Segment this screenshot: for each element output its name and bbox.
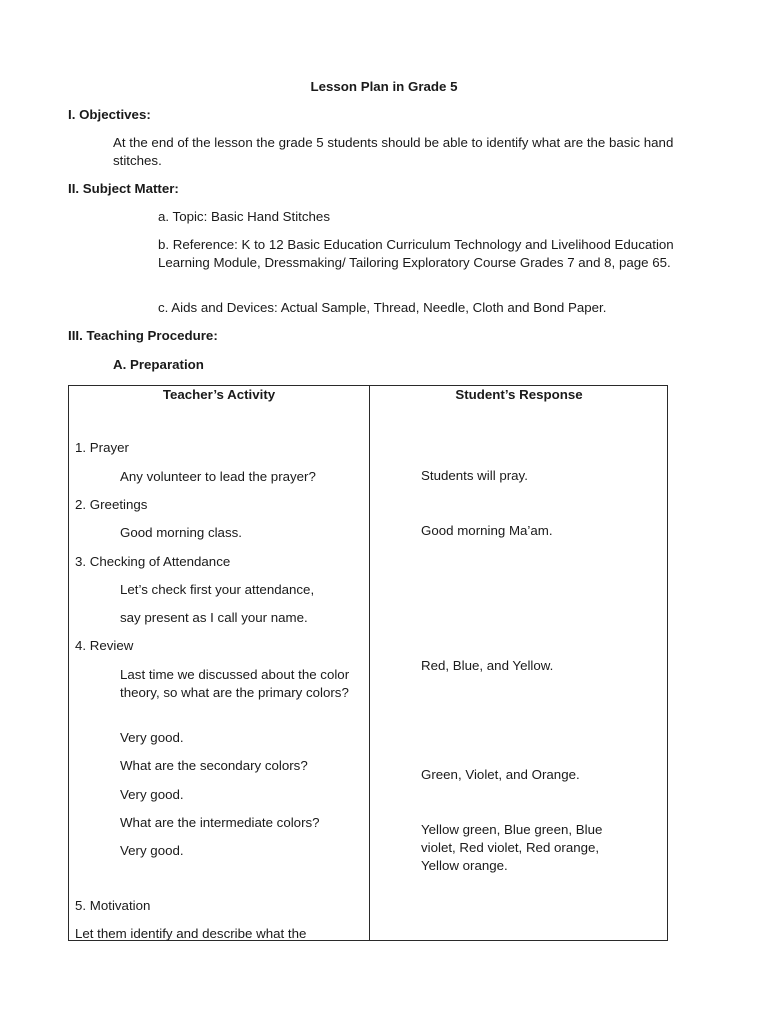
- subject-matter-heading: II. Subject Matter:: [68, 181, 179, 196]
- objectives-heading: I. Objectives:: [68, 107, 151, 122]
- activity-table: [68, 385, 668, 941]
- teacher-line: What are the intermediate colors?: [120, 815, 320, 830]
- header-student-response: Student’s Response: [455, 387, 583, 402]
- teacher-step-attendance: 3. Checking of Attendance: [75, 554, 231, 569]
- column-divider: [369, 386, 370, 940]
- teacher-line: Let them identify and describe what the: [75, 926, 307, 941]
- student-response: Good morning Ma’am.: [421, 523, 553, 538]
- teacher-line: say present as I call your name.: [120, 610, 308, 625]
- teacher-line: What are the secondary colors?: [120, 758, 308, 773]
- teacher-line: Very good.: [120, 730, 184, 745]
- teacher-step-review: 4. Review: [75, 638, 134, 653]
- topic-line: a. Topic: Basic Hand Stitches: [158, 209, 330, 224]
- student-response: Students will pray.: [421, 468, 528, 483]
- teacher-line: Any volunteer to lead the prayer?: [120, 469, 316, 484]
- preparation-heading: A. Preparation: [113, 357, 204, 372]
- teacher-line: Let’s check first your attendance,: [120, 582, 315, 597]
- teacher-step-prayer: 1. Prayer: [75, 440, 129, 455]
- student-response: Red, Blue, and Yellow.: [421, 658, 554, 673]
- teacher-line: Very good.: [120, 787, 184, 802]
- student-response: Green, Violet, and Orange.: [421, 767, 580, 782]
- objectives-text: At the end of the lesson the grade 5 students should be able to identify what are the basic hand stitches.: [113, 135, 674, 168]
- teaching-procedure-heading: III. Teaching Procedure:: [68, 328, 218, 343]
- header-teacher-activity: Teacher’s Activity: [162, 387, 276, 402]
- teacher-line: Good morning class.: [120, 525, 242, 540]
- reference-line: b. Reference: K to 12 Basic Education Curriculum Technology and Livelihood Education Learning Module, Dressmaking/ Tailoring Exploratory Course Grades 7 and 8, page 65.: [158, 237, 674, 270]
- teacher-step-greetings: 2. Greetings: [75, 497, 148, 512]
- teacher-line: Very good.: [120, 843, 184, 858]
- student-response: Yellow green, Blue green, Blue violet, Red violet, Red orange, Yellow orange.: [421, 822, 603, 873]
- document-title: Lesson Plan in Grade 5: [310, 79, 458, 94]
- teacher-step-motivation: 5. Motivation: [75, 898, 151, 913]
- teacher-line: Last time we discussed about the color theory, so what are the primary colors?: [120, 667, 350, 700]
- aids-line: c. Aids and Devices: Actual Sample, Thread, Needle, Cloth and Bond Paper.: [158, 300, 607, 315]
